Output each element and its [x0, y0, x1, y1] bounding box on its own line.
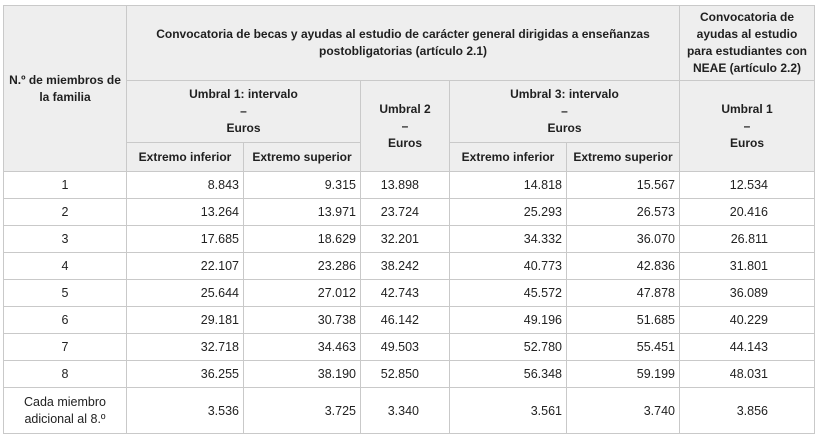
umbral3-lower-header: Extremo inferior	[450, 143, 567, 172]
income-thresholds-table	[3, 5, 815, 434]
umbral2-cell: 52.850	[361, 361, 450, 388]
neae-umbral1-cell: 48.031	[680, 361, 815, 388]
umbral3-lower-cell: 45.572	[450, 280, 567, 307]
table-header	[4, 6, 815, 172]
umbral3-lower-cell: 3.561	[450, 388, 567, 434]
umbral2-dash: –	[401, 118, 409, 133]
umbral1-upper-header: Extremo superior	[244, 143, 361, 172]
umbral2-cell: 46.142	[361, 307, 450, 334]
umbral3-title: Umbral 3: intervalo	[510, 87, 619, 101]
umbral1-lower-cell: 3.536	[127, 388, 244, 434]
umbral2-cell: 13.898	[361, 172, 450, 199]
umbral1-title: Umbral 1: intervalo	[189, 87, 298, 101]
members-header: N.º de miembros de la familia	[4, 6, 127, 172]
umbral1-upper-cell: 3.725	[244, 388, 361, 434]
neae-umbral1-cell: 20.416	[680, 199, 815, 226]
members-cell: 7	[4, 334, 127, 361]
umbral1-dash: –	[240, 104, 247, 118]
neae-umbral1-cell: 3.856	[680, 388, 815, 434]
umbral3-upper-cell: 36.070	[567, 226, 680, 253]
umbral2-cell: 23.724	[361, 199, 450, 226]
umbral3-upper-cell: 47.878	[567, 280, 680, 307]
umbral2-cell: 49.503	[361, 334, 450, 361]
umbral1-lower-cell: 13.264	[127, 199, 244, 226]
umbral2-title: Umbral 2	[379, 101, 431, 116]
umbral1-lower-cell: 36.255	[127, 361, 244, 388]
members-cell: 8	[4, 361, 127, 388]
members-cell: 2	[4, 199, 127, 226]
umbral1-lower-cell: 22.107	[127, 253, 244, 280]
umbral3-header	[450, 81, 680, 143]
table-body	[4, 172, 815, 434]
neae-umbral1-title: Umbral 1	[721, 101, 773, 116]
umbral1-upper-cell: 18.629	[244, 226, 361, 253]
neae-umbral1-dash: –	[743, 118, 751, 133]
table-row	[4, 226, 815, 253]
umbral1-lower-cell: 29.181	[127, 307, 244, 334]
umbral3-dash: –	[561, 104, 568, 118]
members-cell: 3	[4, 226, 127, 253]
table-row	[4, 307, 815, 334]
table-row	[4, 253, 815, 280]
umbral3-upper-cell: 26.573	[567, 199, 680, 226]
neae-umbral1-header	[680, 81, 815, 172]
neae-umbral1-unit: Euros	[729, 135, 764, 150]
umbral3-lower-cell: 14.818	[450, 172, 567, 199]
umbral1-unit: Euros	[226, 121, 261, 135]
table-row	[4, 388, 815, 434]
umbral2-cell: 32.201	[361, 226, 450, 253]
neae-umbral1-cell: 40.229	[680, 307, 815, 334]
umbral2-cell: 38.242	[361, 253, 450, 280]
table-row	[4, 361, 815, 388]
members-cell: Cada miembro adicional al 8.º	[4, 388, 127, 434]
neae-umbral1-cell: 26.811	[680, 226, 815, 253]
umbral3-lower-cell: 25.293	[450, 199, 567, 226]
umbral2-cell: 42.743	[361, 280, 450, 307]
umbral3-upper-cell: 42.836	[567, 253, 680, 280]
table-row	[4, 280, 815, 307]
umbral1-lower-cell: 32.718	[127, 334, 244, 361]
umbral1-lower-cell: 8.843	[127, 172, 244, 199]
table-row	[4, 334, 815, 361]
umbral3-upper-cell: 15.567	[567, 172, 680, 199]
table-row	[4, 199, 815, 226]
umbral2-header	[361, 81, 450, 172]
umbral3-upper-cell: 3.740	[567, 388, 680, 434]
umbral1-upper-cell: 38.190	[244, 361, 361, 388]
umbral1-lower-header: Extremo inferior	[127, 143, 244, 172]
umbral1-upper-cell: 13.971	[244, 199, 361, 226]
neae-umbral1-cell: 44.143	[680, 334, 815, 361]
members-cell: 4	[4, 253, 127, 280]
umbral3-upper-header: Extremo superior	[567, 143, 680, 172]
members-cell: 1	[4, 172, 127, 199]
umbral2-unit: Euros	[387, 135, 422, 150]
umbral3-lower-cell: 34.332	[450, 226, 567, 253]
umbral3-lower-cell: 56.348	[450, 361, 567, 388]
umbral1-lower-cell: 25.644	[127, 280, 244, 307]
umbral1-upper-cell: 30.738	[244, 307, 361, 334]
neae-call-header: Convocatoria de ayudas al estudio para estudiantes con NEAE (artículo 2.2)	[680, 6, 815, 81]
general-call-header: Convocatoria de becas y ayudas al estudio de carácter general dirigidas a enseñanzas postobligatorias (artículo 2.1)	[127, 6, 680, 81]
umbral3-upper-cell: 51.685	[567, 307, 680, 334]
umbral1-lower-cell: 17.685	[127, 226, 244, 253]
umbral2-cell: 3.340	[361, 388, 450, 434]
members-cell: 6	[4, 307, 127, 334]
neae-umbral1-cell: 12.534	[680, 172, 815, 199]
neae-umbral1-cell: 36.089	[680, 280, 815, 307]
table-row	[4, 172, 815, 199]
umbral3-upper-cell: 59.199	[567, 361, 680, 388]
umbral3-lower-cell: 49.196	[450, 307, 567, 334]
umbral3-upper-cell: 55.451	[567, 334, 680, 361]
umbral1-upper-cell: 9.315	[244, 172, 361, 199]
umbral1-upper-cell: 23.286	[244, 253, 361, 280]
umbral3-lower-cell: 52.780	[450, 334, 567, 361]
members-cell: 5	[4, 280, 127, 307]
umbral3-lower-cell: 40.773	[450, 253, 567, 280]
umbral3-unit: Euros	[547, 121, 582, 135]
neae-umbral1-cell: 31.801	[680, 253, 815, 280]
umbral1-header	[127, 81, 361, 143]
umbral1-upper-cell: 34.463	[244, 334, 361, 361]
umbral1-upper-cell: 27.012	[244, 280, 361, 307]
